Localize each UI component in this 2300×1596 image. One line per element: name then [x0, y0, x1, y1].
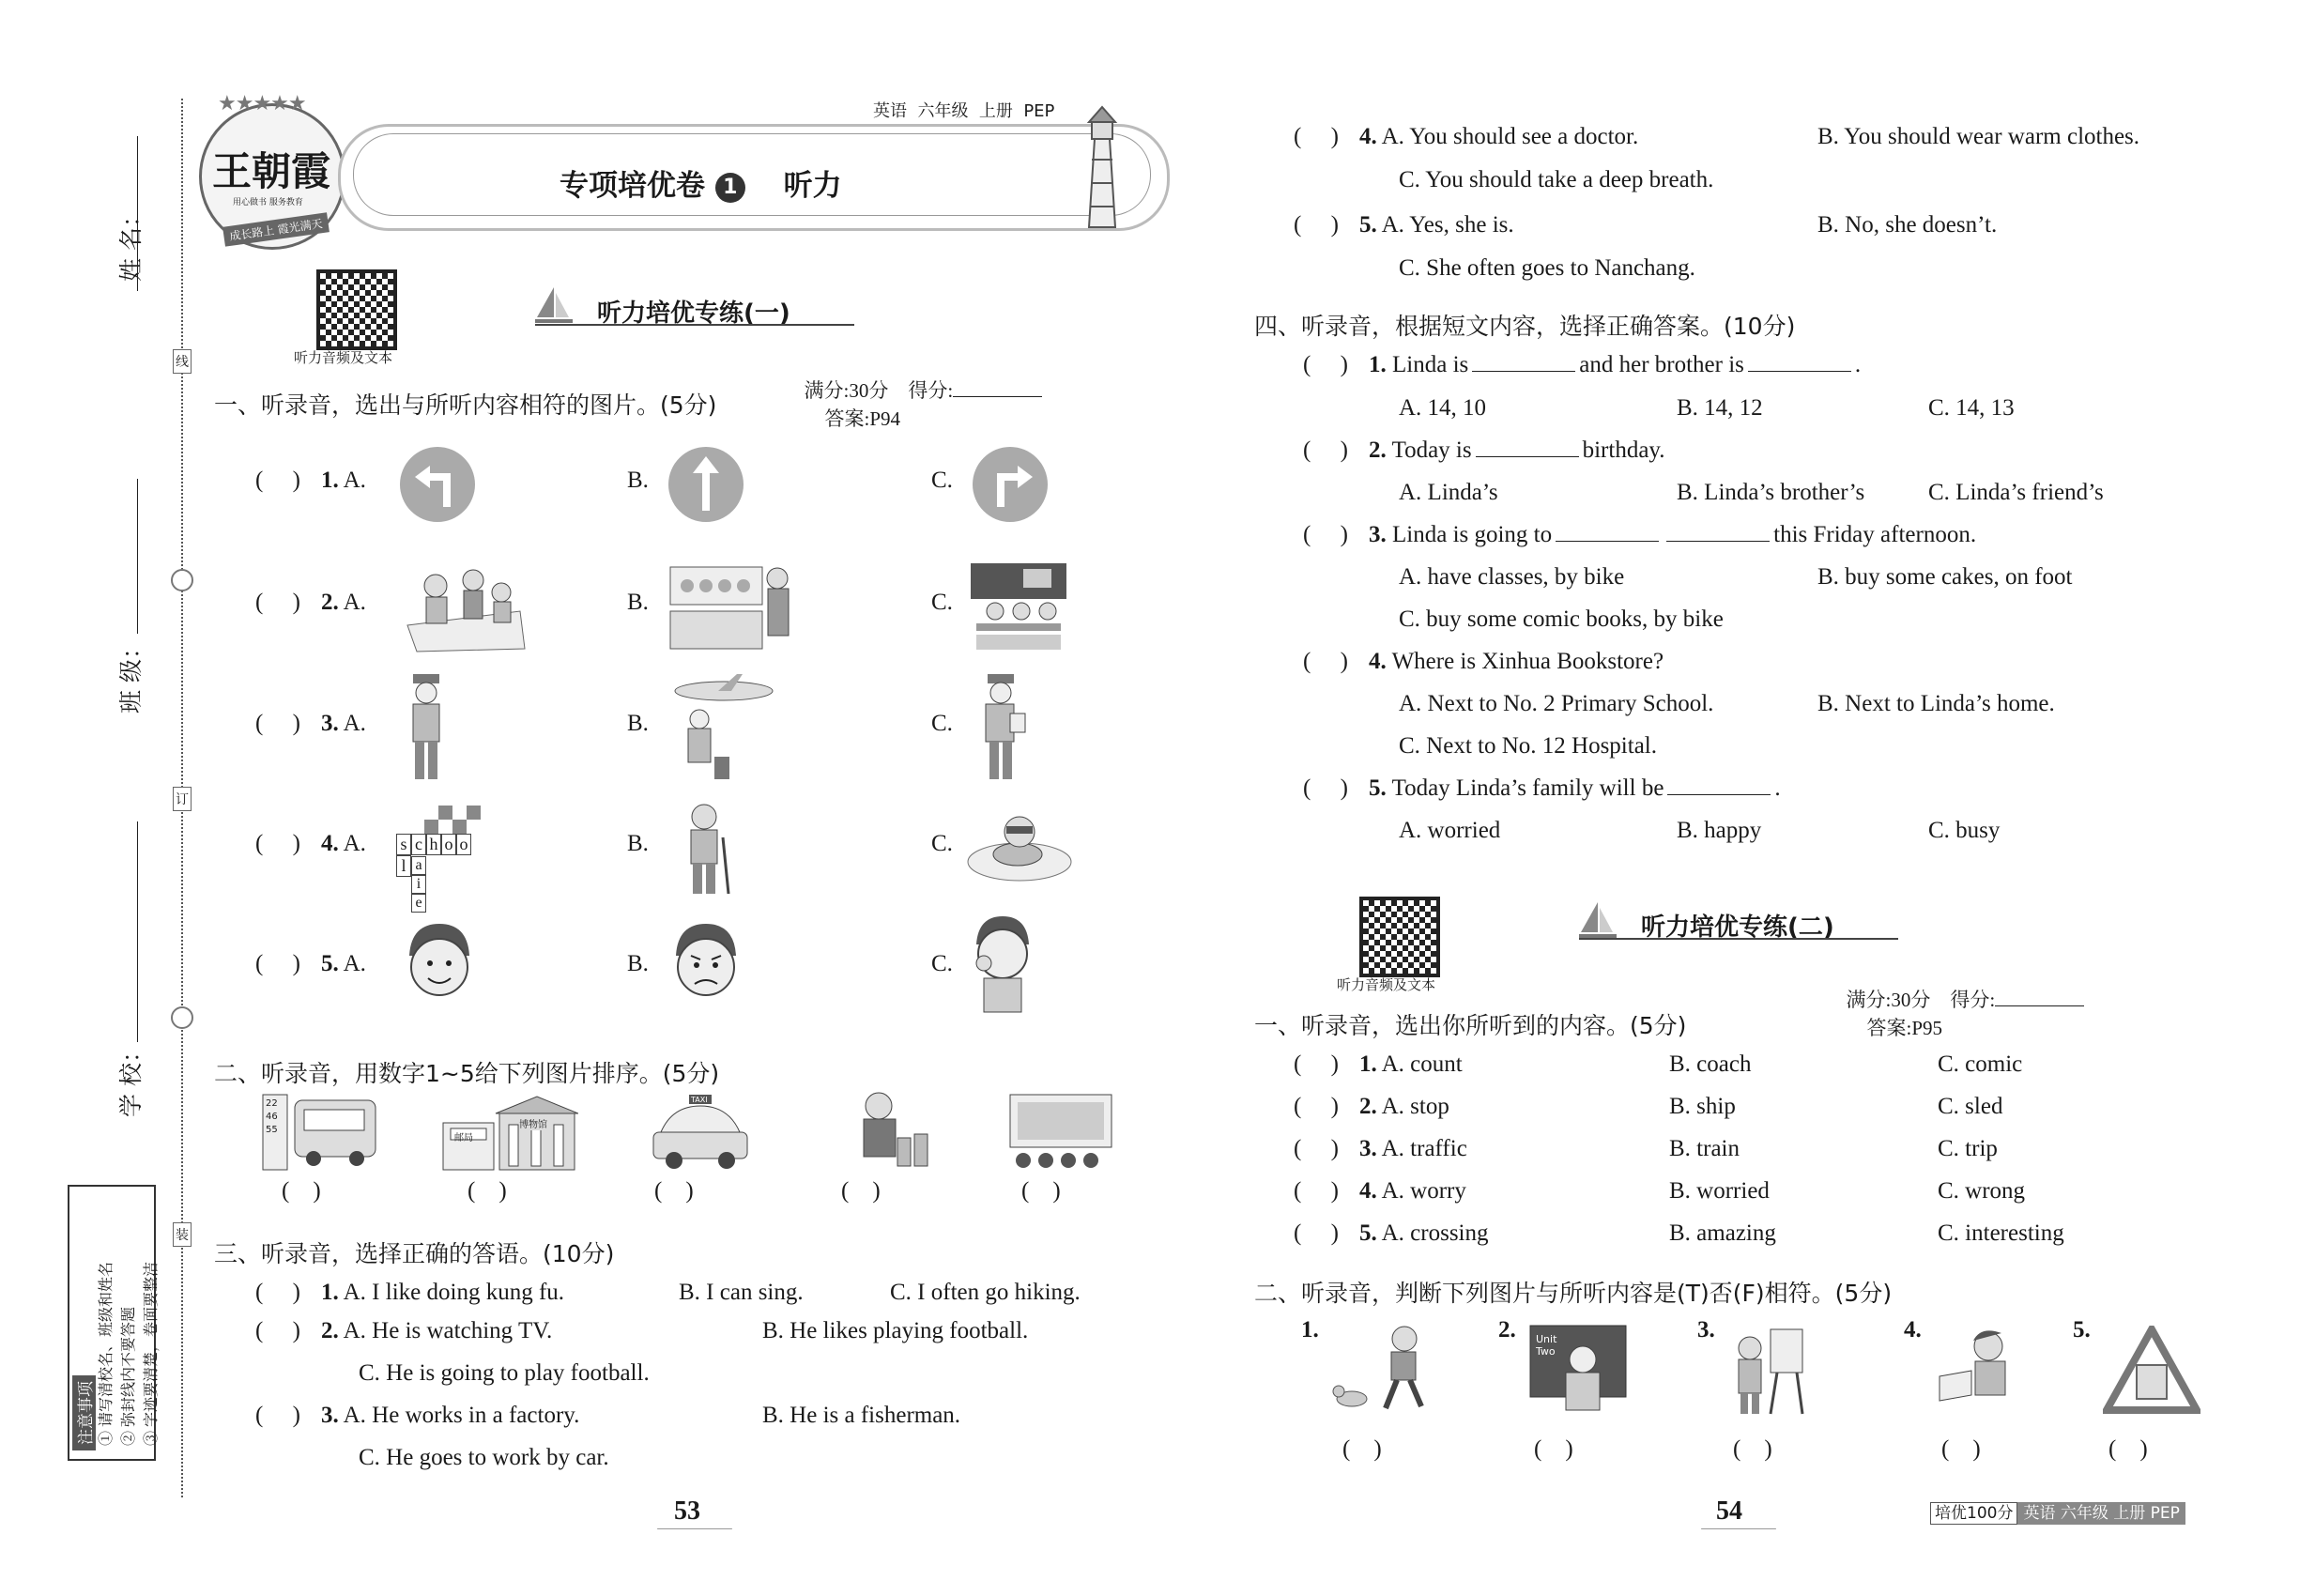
- b2-num-2: 2.: [1498, 1317, 1516, 1343]
- answer-ref-b: 答案:P95: [1866, 1017, 1943, 1039]
- b1-row3-b: B. train: [1669, 1136, 1740, 1161]
- q-num: 5.: [1359, 1220, 1377, 1246]
- b1-row1-c: C. comic: [1938, 1051, 2023, 1077]
- answer-paren[interactable]: ( ): [1303, 352, 1348, 377]
- tf-paren-2[interactable]: ( ): [1534, 1436, 1573, 1462]
- p4-q1-a: A. 14, 10: [1399, 395, 1487, 421]
- p1-row2: [255, 590, 366, 616]
- p1-row1-c: C.: [931, 468, 953, 493]
- fill-blank[interactable]: [1748, 370, 1851, 372]
- bus-time-2: 46: [266, 1112, 278, 1122]
- p3-q2-b: B. He likes playing football.: [762, 1318, 1029, 1343]
- board-text: Unit Two: [1536, 1333, 1557, 1358]
- b-part1-title: 一、听录音，选出你所听到的内容。(5分): [1254, 1012, 1687, 1039]
- answer-paren[interactable]: ( ): [1303, 775, 1348, 801]
- footer-brand: 培优100分: [1930, 1502, 2017, 1525]
- pilot-airplane-illustration: [662, 672, 774, 785]
- cw-cell: s: [396, 834, 411, 855]
- q-num: 3.: [1359, 1136, 1377, 1161]
- brand-sub: 用心做书 服务教育: [233, 198, 303, 207]
- notice-item-2: ② 弥封线内不要答题: [121, 1306, 137, 1446]
- turn-left-arrow-icon: [398, 445, 477, 524]
- answer-paren[interactable]: ( ): [255, 590, 300, 615]
- b1-row5-c: C. interesting: [1938, 1220, 2064, 1246]
- part1-title: 一、听录音，选出与所听内容相符的图片。(5分): [214, 391, 717, 419]
- p1-row1: [255, 468, 366, 494]
- badge-stars: ★★★★★: [218, 92, 306, 115]
- opt-a: A. worry: [1381, 1178, 1466, 1204]
- p3-q4: [1294, 124, 1638, 150]
- part2-title: 二、听录音，用数字1~5给下列图片排序。(5分): [214, 1060, 720, 1087]
- p1-row2-c: C.: [931, 590, 953, 615]
- header-title-text: 专项培优卷: [560, 169, 705, 203]
- p1-row5: [255, 951, 366, 977]
- boy-reading-illustration: [1934, 1324, 2028, 1418]
- q-num: 1.: [1369, 352, 1387, 377]
- answer-paren[interactable]: ( ): [1294, 212, 1339, 238]
- b2-num-4: 4.: [1904, 1317, 1922, 1343]
- page-number-left: 53: [674, 1496, 700, 1526]
- q-num: 4.: [1359, 1178, 1377, 1204]
- score-label-b: 满分:30分 得分:: [1846, 989, 1996, 1011]
- crossword-word-row: [396, 834, 483, 877]
- turn-right-arrow-icon: [971, 445, 1050, 524]
- p4-q2-c: C. Linda’s friend’s: [1928, 480, 2104, 505]
- part4-title: 四、听录音，根据短文内容，选择正确答案。(10分): [1254, 313, 1796, 340]
- order-paren-2[interactable]: ( ): [468, 1178, 507, 1204]
- b2-num-1: 1.: [1301, 1317, 1319, 1343]
- taxi-sign: TAXI: [691, 1096, 708, 1104]
- order-paren-3[interactable]: ( ): [654, 1178, 694, 1204]
- p4-q5-b: B. happy: [1677, 818, 1762, 843]
- answer-paren[interactable]: ( ): [255, 711, 300, 736]
- opt-a-label: A.: [343, 951, 366, 976]
- worried-boy-face-illustration: [667, 918, 745, 1012]
- score-blank-b[interactable]: [1995, 1005, 2084, 1006]
- b1-row2-c: C. sled: [1938, 1094, 2003, 1119]
- b1-row2-b: B. ship: [1669, 1094, 1736, 1119]
- b1-row5: [1294, 1220, 1489, 1247]
- fill-blank[interactable]: [1476, 455, 1579, 457]
- p3-q1-c: C. I often go hiking.: [890, 1280, 1081, 1305]
- lighthouse-icon: [1076, 103, 1128, 230]
- opt-a: A. He is watching TV.: [343, 1318, 553, 1343]
- b1-row2: [1294, 1094, 1449, 1120]
- p3-q2: [255, 1318, 552, 1344]
- cw-cell: i: [411, 875, 426, 894]
- p3-q3: [255, 1403, 579, 1429]
- stem-post: birthday.: [1582, 437, 1665, 463]
- stem-pre: Today is: [1391, 437, 1472, 463]
- b2-num-3: 3.: [1697, 1317, 1715, 1343]
- p4-q5-a: A. worried: [1399, 818, 1501, 843]
- police-officer-illustration: [398, 672, 454, 785]
- answer-paren[interactable]: ( ): [1303, 522, 1348, 547]
- q-num: 3.: [321, 711, 339, 736]
- crossword-top-rows: [424, 806, 481, 834]
- boy-hiking-illustration: [667, 800, 742, 898]
- opt-a-label: A.: [343, 468, 366, 493]
- p1-row3: [255, 711, 366, 737]
- p4-q3: [1303, 522, 1976, 548]
- p1-row5-c: C.: [931, 951, 953, 976]
- crossword-grid: [396, 806, 483, 911]
- stem-post: this Friday afternoon.: [1773, 522, 1977, 547]
- brand-ribbon: 成长路上 霞光满天: [222, 212, 330, 246]
- fill-blank[interactable]: [1666, 540, 1770, 542]
- q-num: 5.: [321, 951, 339, 976]
- answer-paren[interactable]: ( ): [255, 1318, 300, 1343]
- fill-blank[interactable]: [1667, 793, 1771, 795]
- qr-caption-b: 听力音频及文本: [1337, 976, 1436, 993]
- part3-title: 三、听录音，选择正确的答语。(10分): [214, 1240, 615, 1267]
- opt-a: A. You should see a doctor.: [1381, 124, 1639, 149]
- notice-item-1: ① 请写清校名、班级和姓名: [99, 1261, 115, 1446]
- stem-post: .: [1774, 775, 1781, 801]
- b1-row1-b: B. coach: [1669, 1051, 1752, 1077]
- answer-paren[interactable]: ( ): [255, 1403, 300, 1428]
- tf-paren-4[interactable]: ( ): [1941, 1436, 1981, 1462]
- p4-q3-a: A. have classes, by bike: [1399, 564, 1625, 590]
- answer-paren[interactable]: ( ): [1294, 1136, 1339, 1161]
- cw-cell: a: [411, 856, 426, 875]
- name-line[interactable]: [137, 136, 138, 291]
- p4-q5-c: C. busy: [1928, 818, 2001, 843]
- p3-q3-b: B. He is a fisherman.: [762, 1403, 961, 1428]
- p4-q5: [1303, 775, 1781, 802]
- name-label: 姓 名：: [117, 204, 145, 282]
- picnic-family-illustration: [398, 560, 529, 653]
- p3-q1: [255, 1280, 564, 1306]
- boy-swimming-illustration: [963, 806, 1076, 890]
- q-num: 3.: [1369, 522, 1387, 547]
- q-num: 2.: [1369, 437, 1387, 463]
- answer-paren[interactable]: ( ): [255, 468, 300, 493]
- q-num: 5.: [1359, 212, 1377, 238]
- stem-pre: Today Linda’s family will be: [1391, 775, 1664, 801]
- b1-row4: [1294, 1178, 1466, 1205]
- notice-title: 注意事项: [72, 1375, 96, 1450]
- opt-a: A. Yes, she is.: [1381, 212, 1514, 238]
- seal-icon-2: [171, 1006, 193, 1029]
- straight-arrow-icon: [667, 445, 745, 524]
- order-paren-1[interactable]: ( ): [282, 1178, 321, 1204]
- p3-q4-c: C. You should take a deep breath.: [1399, 167, 1714, 192]
- answer-paren[interactable]: ( ): [1294, 124, 1339, 149]
- p4-q4-a: A. Next to No. 2 Primary School.: [1399, 691, 1714, 716]
- opt-a: A. I like doing kung fu.: [343, 1280, 565, 1305]
- opt-a: A. traffic: [1381, 1136, 1467, 1161]
- section-a-underline: [535, 324, 854, 326]
- answer-paren[interactable]: ( ): [1294, 1178, 1339, 1204]
- girl-painting-illustration: [1725, 1324, 1810, 1418]
- q-num: 1.: [1359, 1051, 1377, 1077]
- stem-pre: Linda is: [1392, 352, 1469, 377]
- cw-cell: o: [441, 834, 456, 855]
- fill-blank[interactable]: [1472, 370, 1575, 372]
- brand-name: 王朝霞: [212, 148, 331, 194]
- notice-item-3: ③ 字迹要清楚，卷面要整洁: [144, 1261, 160, 1446]
- p3-q5-c: C. She often goes to Nanchang.: [1399, 255, 1695, 281]
- footer-meta: 英语 六年级 上册 PEP: [2017, 1502, 2185, 1525]
- section-b-underline: [1579, 938, 1898, 940]
- p4-q4-b: B. Next to Linda’s home.: [1817, 691, 2055, 716]
- p3-q5-b: B. No, she doesn’t.: [1817, 212, 1998, 238]
- answer-paren[interactable]: ( ): [255, 951, 300, 976]
- crossword-col: [411, 856, 426, 913]
- answer-paren[interactable]: ( ): [255, 831, 300, 856]
- thinking-boy-illustration: [963, 911, 1042, 1014]
- opt-a-label: A.: [343, 711, 366, 736]
- b1-row3: [1294, 1136, 1467, 1162]
- q-num: 4.: [1359, 124, 1377, 149]
- p4-q2-b: B. Linda’s brother’s: [1677, 480, 1865, 505]
- p4-q3-c: C. buy some comic books, by bike: [1399, 606, 1724, 632]
- boy-running-dog-illustration: [1327, 1322, 1440, 1416]
- answer-paren[interactable]: ( ): [1294, 1094, 1339, 1119]
- tf-paren-1[interactable]: ( ): [1342, 1436, 1382, 1462]
- p4-q4-c: C. Next to No. 12 Hospital.: [1399, 733, 1657, 759]
- page-number-right: 54: [1716, 1496, 1742, 1526]
- page-swirl-left: [657, 1528, 732, 1529]
- p1-row4-c: C.: [931, 831, 953, 856]
- museum-sign: 博物馆: [519, 1116, 547, 1130]
- binding-strip: [0, 0, 188, 1596]
- class-line[interactable]: [137, 479, 138, 634]
- school-label: 学 校：: [117, 1039, 145, 1117]
- postman-illustration: [973, 672, 1029, 785]
- p1-row4: [255, 831, 366, 857]
- p4-q1-c: C. 14, 13: [1928, 395, 2015, 421]
- stem-post: .: [1854, 352, 1862, 377]
- p3-q1-b: B. I can sing.: [679, 1280, 804, 1305]
- p1-row1-b: B.: [627, 468, 649, 493]
- q-num: 1.: [321, 1280, 339, 1305]
- answer-paren[interactable]: ( ): [1294, 1220, 1339, 1246]
- cut-mark-3: 装: [173, 1222, 192, 1247]
- answer-ref-a: 答案:P94: [824, 407, 901, 430]
- q-num: 4.: [1369, 649, 1387, 674]
- opt-a: A. crossing: [1381, 1220, 1489, 1246]
- cw-cell: e: [411, 894, 426, 913]
- answer-paren[interactable]: ( ): [1303, 437, 1348, 463]
- b1-row3-c: C. trip: [1938, 1136, 1998, 1161]
- p1-row4-b: B.: [627, 831, 649, 856]
- order-paren-4[interactable]: ( ): [841, 1178, 881, 1204]
- school-line[interactable]: [137, 821, 138, 1042]
- stem-mid: and her brother is: [1579, 352, 1744, 377]
- b1-row4-c: C. wrong: [1938, 1178, 2026, 1204]
- p4-q3-b: B. buy some cakes, on foot: [1817, 564, 2073, 590]
- bakery-illustration: [667, 560, 798, 653]
- p3-q3-c: C. He goes to work by car.: [359, 1445, 609, 1470]
- stem-pre: Linda is going to: [1392, 522, 1553, 547]
- seal-icon: [171, 569, 193, 591]
- answer-paren[interactable]: ( ): [1303, 649, 1348, 674]
- p4-q2-a: A. Linda’s: [1399, 480, 1498, 505]
- b1-row1: [1294, 1051, 1463, 1078]
- p3-q5: [1294, 212, 1514, 238]
- answer-paren[interactable]: ( ): [255, 1280, 300, 1305]
- bus-time-3: 55: [266, 1125, 278, 1135]
- header-title: [560, 161, 842, 204]
- b1-row4-b: B. worried: [1669, 1178, 1770, 1204]
- cut-mark-1: 线: [173, 349, 192, 374]
- class-label: 班 级：: [117, 636, 145, 714]
- opt-a: A. stop: [1381, 1094, 1449, 1119]
- q-num: 2.: [321, 590, 339, 615]
- fill-blank[interactable]: [1556, 540, 1659, 542]
- happy-boy-face-illustration: [400, 918, 479, 1012]
- section-a-title: 听力培优专练(一): [597, 299, 790, 328]
- score-blank-a[interactable]: [953, 396, 1042, 397]
- opt-a: A. He works in a factory.: [343, 1403, 580, 1428]
- footer-tag: [1930, 1499, 2185, 1523]
- cw-cell: l: [396, 855, 411, 877]
- qr-code-b[interactable]: [1359, 897, 1440, 977]
- cw-cell: h: [426, 834, 441, 855]
- tf-paren-5[interactable]: ( ): [2108, 1436, 2148, 1462]
- b1-row5-b: B. amazing: [1669, 1220, 1776, 1246]
- warning-sign-icon: [2103, 1326, 2200, 1414]
- section-b-title: 听力培优专练(二): [1641, 913, 1834, 942]
- q-num: 2.: [1359, 1094, 1377, 1119]
- p4-q4: [1303, 649, 1664, 675]
- q-num: 3.: [321, 1403, 339, 1428]
- p4-q2: [1303, 437, 1665, 464]
- score-line-a: [794, 352, 1042, 432]
- sailboat-icon-a: [531, 284, 576, 329]
- bus-time-1: 22: [266, 1098, 278, 1109]
- header-meta: 英语 六年级 上册 PEP: [873, 101, 1055, 121]
- b2-num-5: 5.: [2073, 1317, 2091, 1343]
- p3-q4-b: B. You should wear warm clothes.: [1817, 124, 2140, 149]
- post-office-sign: 邮局: [454, 1133, 473, 1143]
- p1-row3-b: B.: [627, 711, 649, 736]
- order-paren-5[interactable]: ( ): [1021, 1178, 1061, 1204]
- classroom-illustration: [967, 560, 1070, 653]
- answer-paren[interactable]: ( ): [1294, 1051, 1339, 1077]
- p4-q1-b: B. 14, 12: [1677, 395, 1763, 421]
- page-swirl-right: [1701, 1528, 1776, 1529]
- opt-a-label: A.: [343, 590, 366, 615]
- score-label-a: 满分:30分 得分:: [804, 379, 954, 402]
- cut-mark-2: 订: [173, 787, 192, 811]
- opt-a-label: A.: [343, 831, 366, 856]
- q-num: 2.: [321, 1318, 339, 1343]
- p1-row3-c: C.: [931, 711, 953, 736]
- b-part2-title: 二、听录音，判断下列图片与所听内容是(T)否(F)相符。(5分): [1254, 1280, 1893, 1307]
- p1-row5-b: B.: [627, 951, 649, 976]
- p4-q1: [1303, 352, 1861, 378]
- score-line-b: [1836, 961, 2084, 1041]
- sailboat-icon-b: [1575, 898, 1620, 944]
- cw-cell: o: [456, 834, 471, 855]
- cinema-illustration: [1004, 1089, 1117, 1174]
- qr-code-a[interactable]: [316, 269, 397, 350]
- header-subject: 听力: [783, 169, 842, 203]
- cw-cell: c: [411, 834, 426, 855]
- tf-paren-3[interactable]: ( ): [1733, 1436, 1772, 1462]
- p1-row2-b: B.: [627, 590, 649, 615]
- header-title-num: 1: [715, 173, 745, 203]
- q-num: 4.: [321, 831, 339, 856]
- stem: Where is Xinhua Bookstore?: [1391, 649, 1664, 674]
- q-num: 5.: [1369, 775, 1387, 801]
- opt-a: A. count: [1381, 1051, 1463, 1077]
- man-shrugging-illustration: [841, 1087, 935, 1174]
- q-num: 1.: [321, 468, 339, 493]
- qr-caption-a: 听力音频及文本: [294, 349, 393, 366]
- p3-q2-c: C. He is going to play football.: [359, 1360, 650, 1386]
